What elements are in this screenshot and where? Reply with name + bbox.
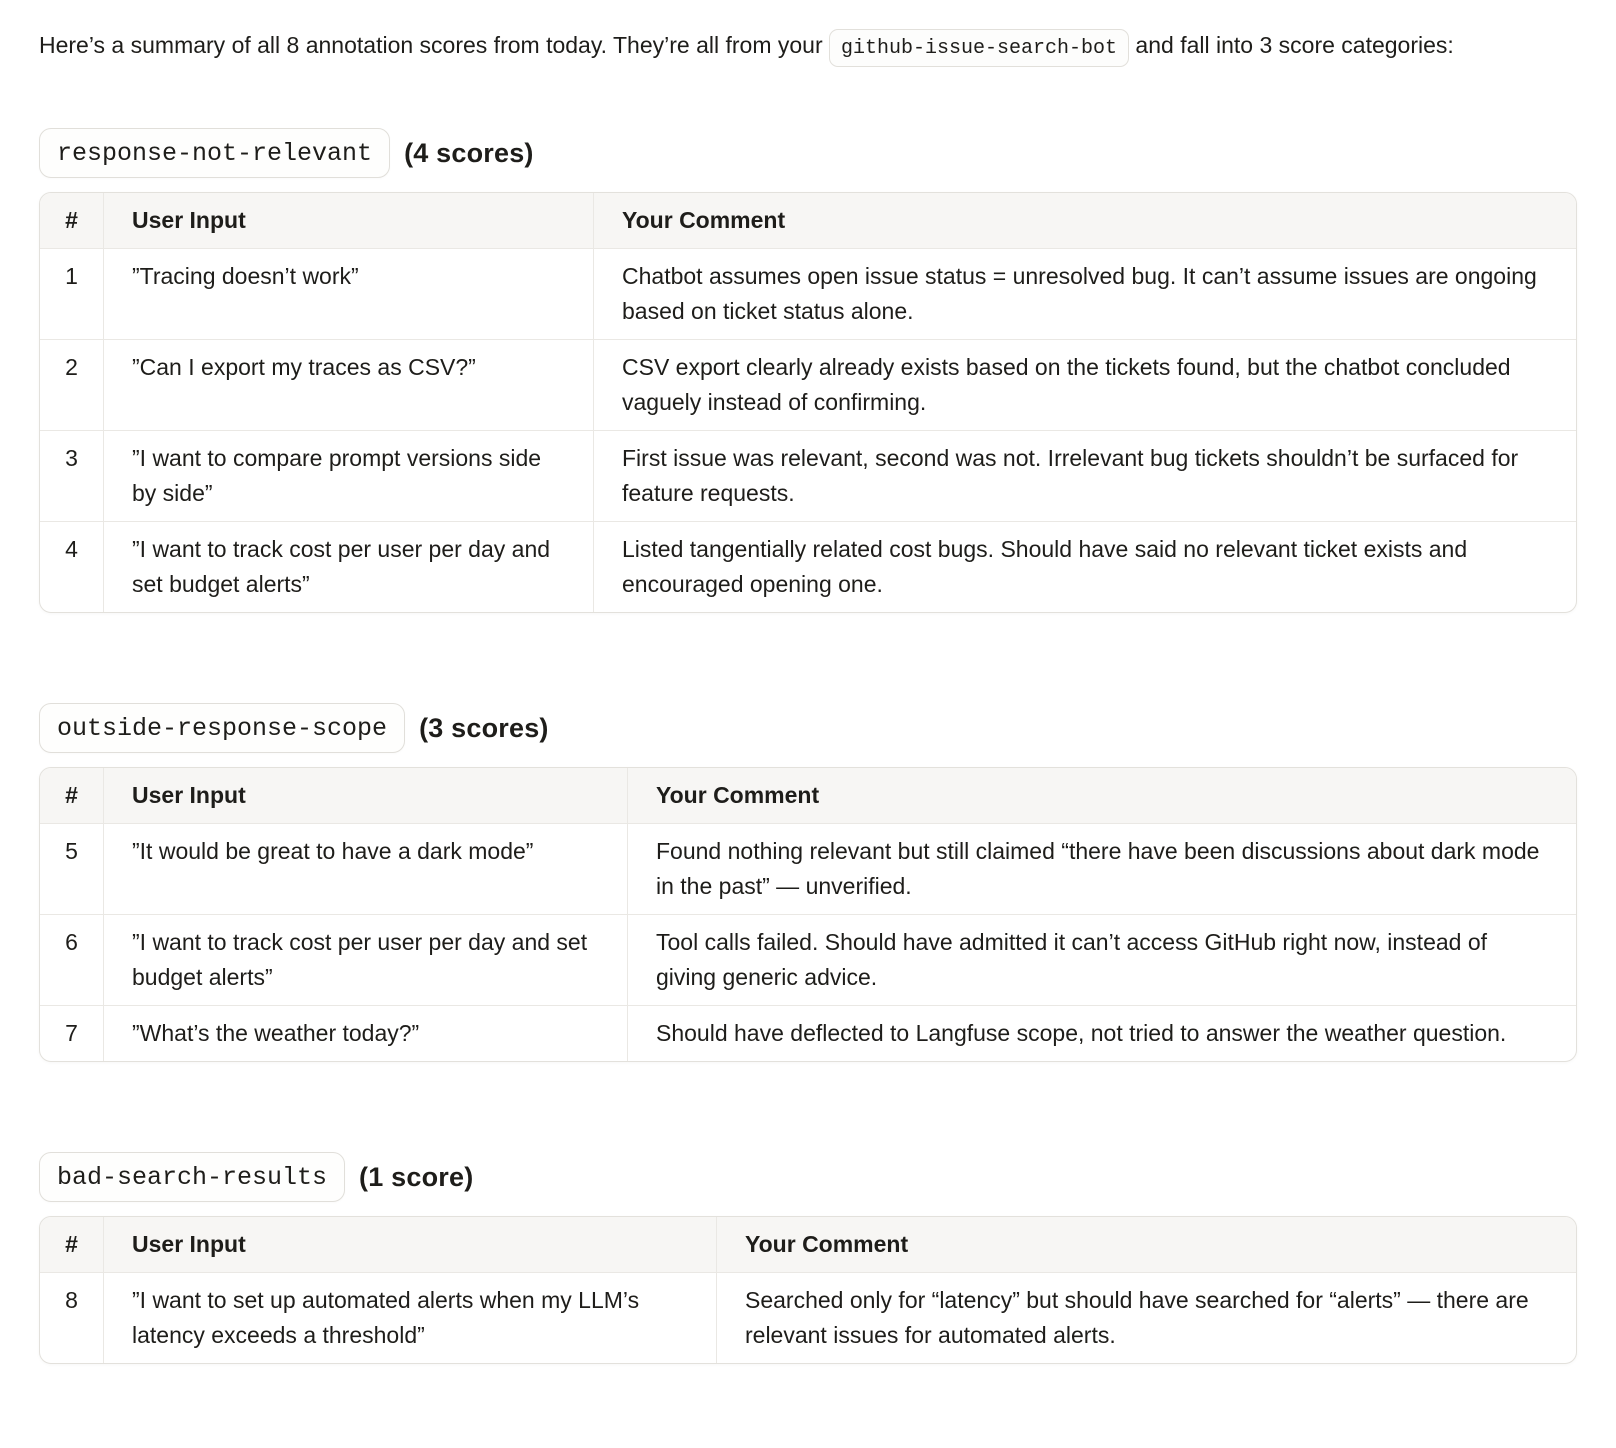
table-header-row <box>40 1217 1576 1273</box>
comment-cell: First issue was relevant, second was not. Irrelevant bug tickets shouldn’t be surfaced for feature requests. <box>594 431 1576 522</box>
comment-cell: Found nothing relevant but still claimed “there have been discussions about dark mode in the past” — unverified. <box>628 824 1576 915</box>
user-input-cell: ”I want to track cost per user per day and set budget alerts” <box>104 522 594 612</box>
section-heading <box>39 128 1577 178</box>
scores-table <box>39 192 1577 613</box>
row-number: 2 <box>40 340 104 431</box>
user-input-cell: ”I want to set up automated alerts when my LLM’s latency exceeds a threshold” <box>104 1273 717 1363</box>
score-count-label: (3 scores) <box>419 712 549 743</box>
user-input-cell: ”I want to track cost per user per day and set budget alerts” <box>104 915 628 1006</box>
section-heading <box>39 703 1577 753</box>
table-header-row <box>40 768 1576 824</box>
user-input-cell: ”What’s the weather today?” <box>104 1006 628 1061</box>
table-row <box>40 522 1576 612</box>
column-header-num: # <box>40 1217 104 1273</box>
section-heading <box>39 1152 1577 1202</box>
annotation-summary-message <box>39 22 1577 1364</box>
user-input-cell: ”Can I export my traces as CSV?” <box>104 340 594 431</box>
table-row <box>40 915 1576 1006</box>
row-number: 8 <box>40 1273 104 1363</box>
scores-table <box>39 1216 1577 1364</box>
intro-text-before: Here’s a summary of all 8 annotation scores from today. They’re all from your <box>39 32 829 58</box>
table-row <box>40 824 1576 915</box>
intro-paragraph <box>39 22 1576 68</box>
score-category-badge: bad-search-results <box>39 1152 345 1202</box>
comment-cell: Listed tangentially related cost bugs. Should have said no relevant ticket exists and encouraged opening one. <box>622 536 1468 597</box>
row-number: 5 <box>40 824 104 915</box>
row-number: 3 <box>40 431 104 522</box>
score-category-badge: outside-response-scope <box>39 703 405 753</box>
bot-name-code: github-issue-search-bot <box>829 29 1129 67</box>
table-row <box>40 249 1576 340</box>
score-category-badge: response-not-relevant <box>39 128 390 178</box>
comment-cell: Tool calls failed. Should have admitted it can’t access GitHub right now, instead of giving generic advice. <box>628 915 1576 1006</box>
comment-cell: Chatbot assumes open issue status = unresolved bug. It can’t assume issues are ongoing based on ticket status alone. <box>594 249 1576 340</box>
user-input-cell: ”I want to compare prompt versions side by side” <box>104 431 594 522</box>
row-number: 4 <box>40 522 104 612</box>
user-input-cell: ”It would be great to have a dark mode” <box>104 824 628 915</box>
row-number: 1 <box>40 249 104 340</box>
table-row <box>40 1273 1576 1363</box>
comment-cell: CSV export clearly already exists based on the tickets found, but the chatbot concluded vaguely instead of confirming. <box>594 340 1576 431</box>
section-outside-response-scope <box>39 703 1577 1062</box>
table-row <box>40 1006 1576 1061</box>
row-number: 7 <box>40 1006 104 1061</box>
score-count-label: (1 score) <box>359 1161 474 1192</box>
column-header-your-comment: Your Comment <box>594 193 1576 249</box>
score-count-label: (4 scores) <box>404 137 534 168</box>
comment-cell: Searched only for “latency” but should have searched for “alerts” — there are relevant issues for automated alerts. <box>745 1287 1529 1348</box>
intro-text-after: and fall into 3 score categories: <box>1129 32 1454 58</box>
row-number: 6 <box>40 915 104 1006</box>
column-header-num: # <box>40 768 104 824</box>
column-header-num: # <box>40 193 104 249</box>
scores-table <box>39 767 1577 1062</box>
section-bad-search-results <box>39 1152 1577 1364</box>
section-response-not-relevant <box>39 128 1577 613</box>
column-header-user-input: User Input <box>104 1217 717 1273</box>
column-header-your-comment: Your Comment <box>628 768 1576 824</box>
table-row <box>40 431 1576 522</box>
user-input-cell: ”Tracing doesn’t work” <box>104 249 594 340</box>
column-header-user-input: User Input <box>104 768 628 824</box>
table-header-row <box>40 193 1576 249</box>
column-header-user-input: User Input <box>104 193 594 249</box>
comment-cell: Should have deflected to Langfuse scope, not tried to answer the weather question. <box>656 1020 1507 1046</box>
table-row <box>40 340 1576 431</box>
column-header-your-comment: Your Comment <box>717 1217 1576 1273</box>
